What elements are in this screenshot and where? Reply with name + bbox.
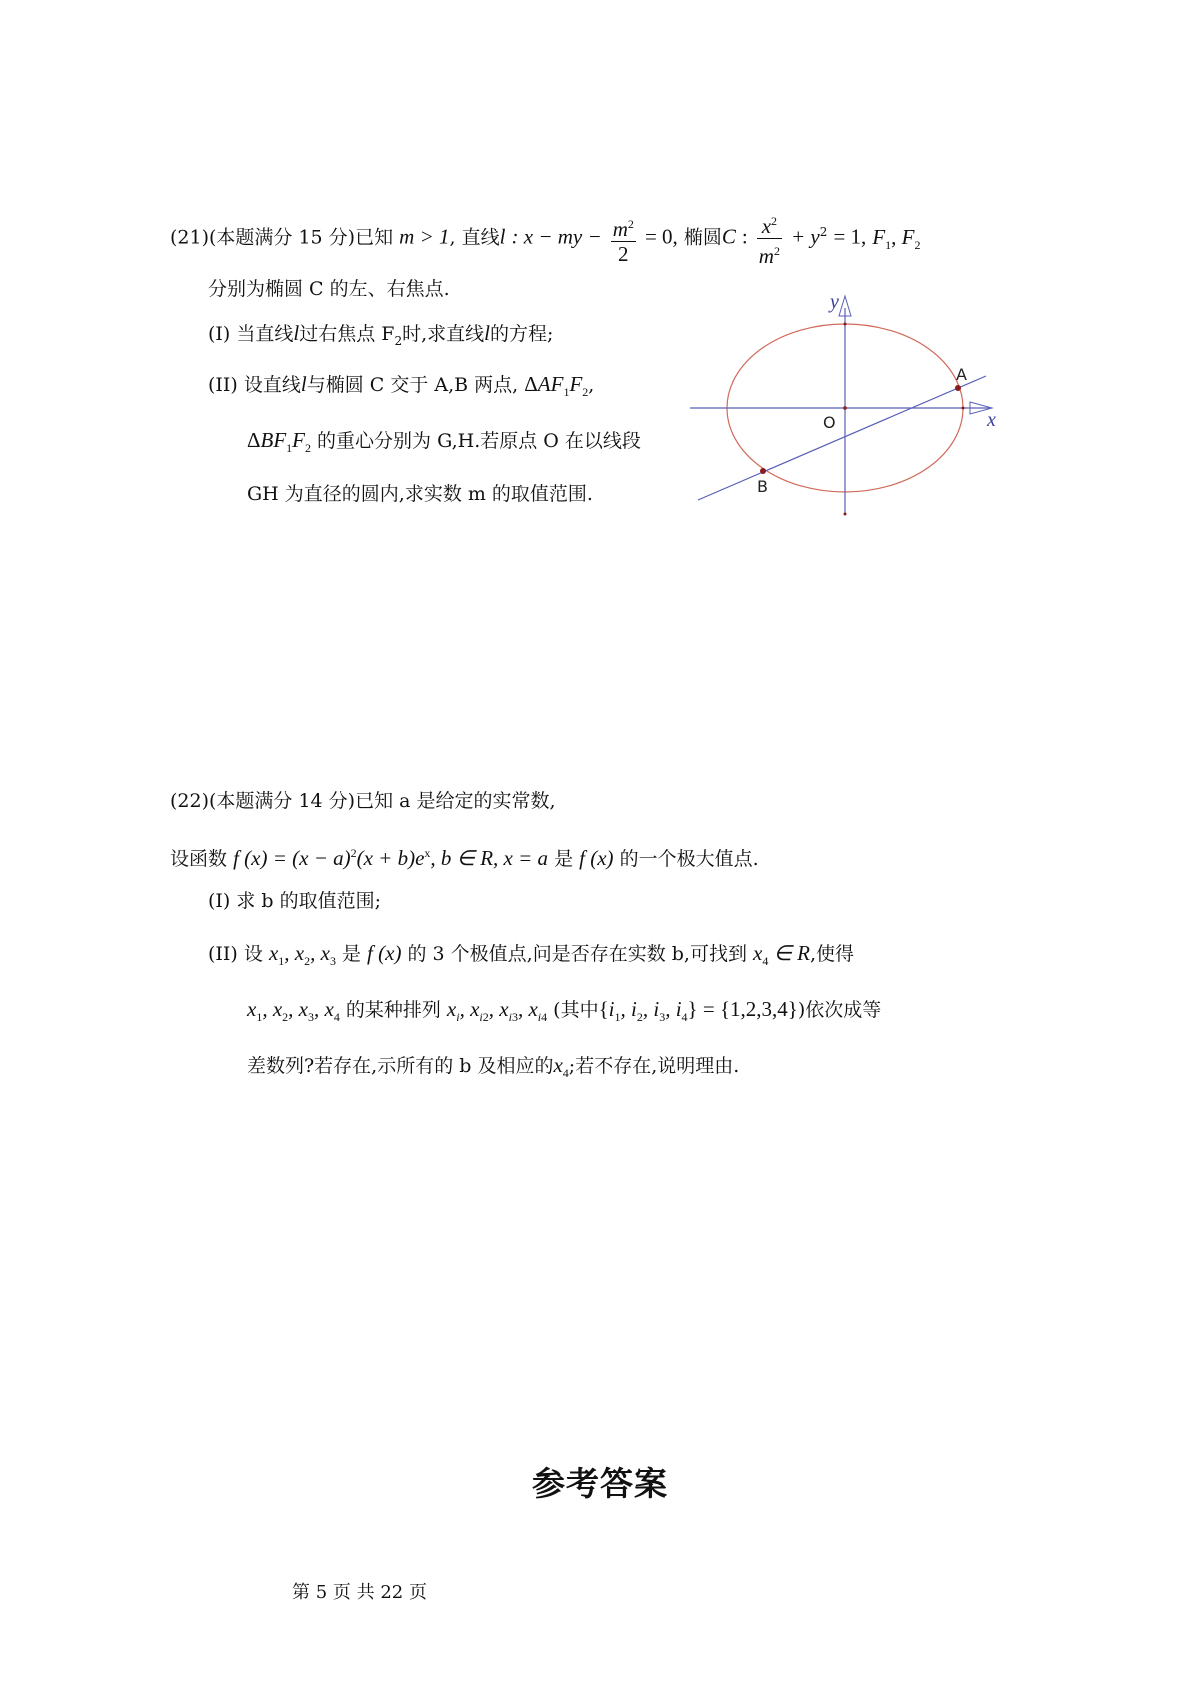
- frac-num-exp: 2: [627, 216, 634, 231]
- line-l: [698, 376, 986, 500]
- tri-end: ,: [588, 374, 595, 396]
- q21-part2-line1: [208, 371, 594, 405]
- q22-fn-text-a: 是: [554, 848, 574, 870]
- q22-p1-label: (I): [208, 890, 231, 912]
- label-origin: O: [823, 413, 836, 432]
- q22-vars-x1-x4: $x_1$, $x_2$, $x_3$, $x_4$: [247, 997, 340, 1025]
- point-b: [760, 468, 766, 474]
- q21-part1: [208, 320, 553, 354]
- var-x: x: [268, 941, 279, 965]
- var-sub: 1: [278, 954, 285, 969]
- label-b: B: [757, 477, 768, 496]
- fn-exp2: x: [424, 846, 431, 860]
- foci-f2: F: [901, 224, 915, 249]
- var-sub: 2: [304, 954, 311, 969]
- origin-point: [843, 406, 847, 410]
- q22-p2-text-a: 设: [243, 943, 263, 965]
- q21-y-exp: 2: [819, 225, 828, 240]
- var-sub: 3: [329, 954, 336, 969]
- q22-permutation: $x_i$, $x_{i2}$, $x_{i3}$, $x_{i4}$: [446, 997, 548, 1025]
- frac-den: 2: [618, 241, 629, 266]
- q21-p1-l2: l: [484, 321, 491, 345]
- q22-paren: (其中: [553, 999, 599, 1021]
- q21-p2-text-a: 设直线: [243, 374, 301, 396]
- q21-p1-l: l: [293, 321, 300, 345]
- foci-sub1: 1: [885, 237, 892, 252]
- fn-expr-c: , b ∈ R, x = a: [430, 846, 549, 870]
- q22-p2-line2-text-b: )依次成等: [797, 999, 882, 1021]
- frac-num-exp: 2: [771, 214, 778, 228]
- q21-known: 已知: [355, 226, 394, 249]
- q21-p1-text-d: 的方程;: [490, 323, 554, 345]
- q22-p2-text-d: ,使得: [809, 943, 854, 965]
- fn-expr-a: f (x) = (x − a): [233, 846, 351, 870]
- q21-part2-line3: GH 为直径的圆内,求实数 m 的取值范围.: [247, 483, 593, 505]
- q22-fn-lead: 设函数: [170, 848, 228, 870]
- q21-frac-m2-over-2: [611, 212, 636, 266]
- y-axis-top-point: [844, 323, 847, 326]
- q21-p1-text-b: 过右焦点 F: [299, 323, 395, 345]
- q22-line1: [170, 788, 556, 814]
- tri-s2: 2: [582, 385, 589, 400]
- q21-colon: :: [741, 224, 748, 249]
- q21-p1-label: (I): [208, 323, 231, 345]
- fn-expr-b: (x + b)e: [356, 846, 425, 870]
- q22-p2-fx: f (x): [367, 941, 402, 965]
- tri-delta: Δ: [247, 428, 261, 452]
- q21-line-word: 直线: [461, 226, 500, 249]
- fn-exp1: 2: [350, 846, 357, 860]
- q22-fn-fx: f (x): [579, 846, 614, 870]
- y-axis-bottom-point: [844, 513, 847, 516]
- tri-s1: 1: [286, 441, 293, 456]
- q21-p1-sub: 2: [394, 333, 403, 348]
- q22-line2: [170, 840, 759, 872]
- q22-fn-expr: [233, 846, 548, 870]
- q22-p2-text-b: 是: [341, 943, 361, 965]
- q22-line3-x4: [553, 1053, 569, 1081]
- q22-number: (22): [170, 790, 210, 812]
- frac-num: m: [612, 216, 628, 241]
- q22-p2-line3-text-b: ;若不存在,说明理由.: [568, 1055, 740, 1077]
- q21-p2-text-b: 与椭圆 C 交于 A,B 两点,: [306, 374, 519, 396]
- q22-p1-text: 求 b 的取值范围;: [236, 890, 382, 912]
- q22-x4-in-r: [753, 941, 810, 969]
- q22-p2-line2-text-a: 的某种排列: [345, 999, 441, 1021]
- label-x: x: [987, 409, 996, 431]
- q21-plus-y: + y: [791, 224, 820, 249]
- q21-triangle-bf1f2: [247, 428, 311, 456]
- q22-intro: 已知 a 是给定的实常数,: [355, 790, 556, 812]
- q21-p1-text-c: 时,求直线: [402, 323, 485, 345]
- q21-cond-m: m > 1: [399, 224, 450, 249]
- frac-num: x: [761, 214, 772, 238]
- q22-part2-line3: [247, 1052, 739, 1086]
- frac-den: m: [758, 244, 774, 268]
- q22-part1: [208, 888, 381, 914]
- var-x: x: [294, 941, 305, 965]
- q21-triangle-af1f2: [524, 372, 589, 400]
- q21-sep: ,: [449, 226, 456, 249]
- var-x: x: [753, 941, 763, 965]
- q21-line-eq-rhs: = 0,: [644, 224, 678, 249]
- tri-f: F: [569, 372, 583, 396]
- label-a: A: [956, 365, 967, 384]
- q21-foci: [872, 224, 921, 252]
- tri-s2: 2: [305, 441, 311, 456]
- q21-eq-one: = 1,: [833, 224, 867, 249]
- var-x: x: [320, 941, 330, 965]
- tri-delta: Δ: [524, 372, 538, 396]
- q22-score: (本题满分 14 分): [209, 790, 356, 812]
- q21-score: (本题满分 15 分): [209, 226, 356, 249]
- tri-a: AF: [537, 372, 564, 396]
- q21-number: (21): [170, 226, 210, 249]
- tri-b: BF: [260, 428, 287, 452]
- var-x: x: [553, 1053, 563, 1077]
- q22-part2-line1: [208, 940, 854, 974]
- q22-index-set: {$i_1$, $i_2$, $i_3$, $i_4\} = \{1,2,3,4\}$: [598, 997, 798, 1025]
- page-footer: 第 5 页 共 22 页: [292, 1582, 427, 1603]
- q21-line-eq-lhs: : x − my −: [511, 224, 602, 249]
- foci-comma: ,: [891, 224, 897, 249]
- q21-ellipse-word: 椭圆: [683, 226, 722, 249]
- q21-p2-label: (II): [208, 374, 238, 396]
- var-sub: 4: [562, 1066, 569, 1081]
- frac-den-exp: 2: [773, 244, 780, 258]
- foci-f1: F: [872, 224, 886, 249]
- tri-f: F: [292, 428, 305, 452]
- q21-p2-line2-text: 的重心分别为 G,H.若原点 O 在以线段: [317, 430, 641, 452]
- tri-s1: 1: [563, 385, 570, 400]
- x-axis-right-point: [962, 407, 965, 410]
- foci-sub2: 2: [914, 237, 921, 252]
- q22-p2-text-c: 的 3 个极值点,问是否存在实数 b,可找到: [407, 943, 747, 965]
- q21-line1: [170, 209, 921, 268]
- q21-p1-text-a: 当直线: [236, 323, 294, 345]
- in-r: ∈ R: [773, 941, 810, 965]
- q21-line2: 分别为椭圆 C 的左、右焦点.: [208, 278, 450, 300]
- point-a: [955, 385, 961, 391]
- q22-p2-label: (II): [208, 943, 238, 965]
- q21-ellipse-name: C: [721, 224, 736, 249]
- q22-p2-line3-text-a: 差数列?若存在,示所有的 b 及相应的: [247, 1055, 554, 1077]
- answer-heading: 参考答案: [532, 1464, 668, 1503]
- q22-vars-x1x2x3: $x_1$, $x_2$, $x_3$: [268, 941, 336, 969]
- var-sub: 4: [762, 954, 769, 969]
- q21-frac-x2-over-m2: [757, 209, 782, 268]
- q22-part2-line2: [247, 996, 881, 1030]
- q21-p2-l: l: [300, 372, 307, 396]
- label-y: y: [830, 291, 839, 313]
- q22-fn-text-b: 的一个极大值点.: [619, 848, 759, 870]
- q21-line-name: l: [499, 224, 506, 249]
- q21-part2-line2: [247, 427, 641, 461]
- ellipse-figure: [690, 288, 1010, 528]
